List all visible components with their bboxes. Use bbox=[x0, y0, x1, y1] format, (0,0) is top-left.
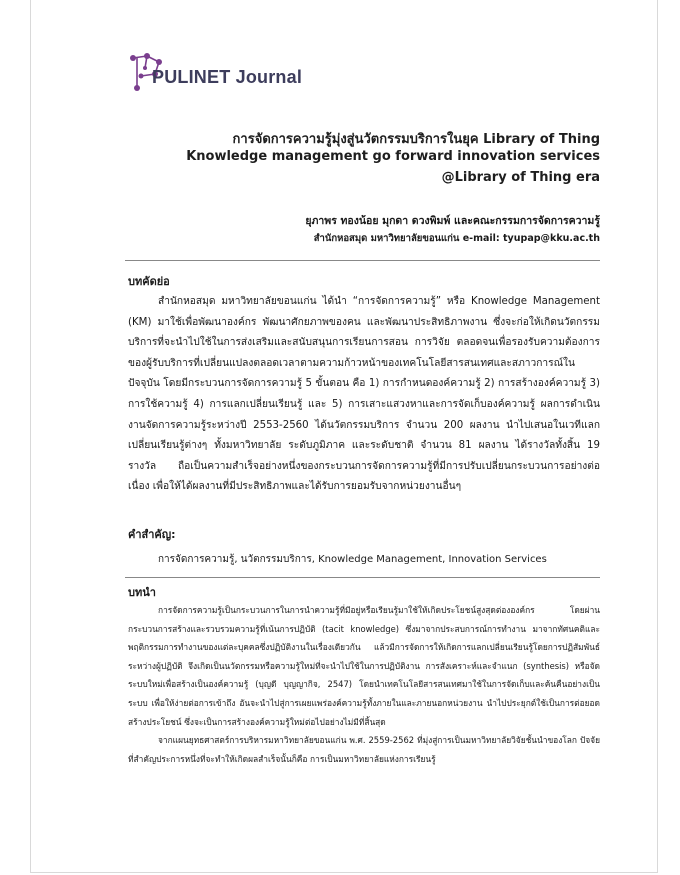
title-english-line2: @Library of Thing era bbox=[441, 170, 600, 185]
introduction-paragraph: การจัดการความรู้เป็นกระบวนการในการนำความรู้ที่มีอยู่หรือเรียนรู้มาใช้ให้เกิดประโยชน์สูงสุดต่ององค์กร โดยผ่านกระบวนการสร้างและรวบรวมความรู้ที่เน้นการปฏิบัติ (tacit knowledge) ซึ่งมาจากประสบการณ์การทำงาน มาจากทัศนคติและพฤติกรรมการทำงานของแต่ละบุคคลซึ่งปฏิบัติงานในเรื่องเดียวกัน แล้วมีการจัดการให้เกิดการแลกเปลี่ยนเรียนรู้โดยการปฏิสัมพันธ์ระหว่างผู้ปฏิบัติ จึงเกิดเป็นนวัตกรรมหรือความรู้ใหม่ที่จะนำไปใช้ในการปฏิบัติงาน การสังเคราะห์และจำแนก (synthesis) หรือจัดระบบใหม่เพื่อสร้างเป็นองค์ความรู้ (บุญดี บุญญากิจ, 2547) โดยนำเทคโนโลยีสารสนเทศมาใช้ในการจัดเก็บและค้นคืนอย่างเป็นระบบ เพื่อให้ง่ายต่อการเข้าถึง อันจะนำไปสู่การเผยแพร่องค์ความรู้ทั้งภายในและภายนอกหน่วยงาน นำไปประยุกต์ใช้เป็นการต่อยอดสร้างประโยชน์ ซึ่งจะเป็นการสร้างองค์ความรู้ใหม่ต่อไปอย่างไม่มีที่สิ้นสุด bbox=[128, 605, 600, 727]
introduction-body bbox=[128, 601, 600, 768]
introduction-heading: บทนำ bbox=[128, 586, 156, 599]
introduction-paragraph: จากแผนยุทธศาสตร์การบริหารมหาวิทยาลัยขอนแก่น พ.ศ. 2559-2562 ที่มุ่งสู่การเป็นมหาวิทยาลัยวิจัยชั้นนำของโลก ปัจจัยที่สำคัญประการหนึ่งที่จะทำให้เกิดผลสำเร็จนั้นก็คือ การเป็นมหาวิทยาลัยแห่งการเรียนรู้ bbox=[128, 735, 600, 764]
authors: ยุภาพร ทองน้อย มุกดา ดวงพิมพ์ และคณะกรรมการจัดการความรู้ bbox=[305, 215, 600, 227]
title-thai: การจัดการความรู้มุ่งสู่นวัตกรรมบริการในยุค Library of Thing bbox=[232, 132, 600, 147]
affiliation: สำนักหอสมุด มหาวิทยาลัยขอนแก่น e-mail: tyupap@kku.ac.th bbox=[313, 233, 600, 244]
divider bbox=[125, 577, 600, 578]
keywords-heading: คำสำคัญ: bbox=[128, 528, 176, 541]
journal-name: PULINET Journal bbox=[152, 67, 303, 87]
abstract-body: สำนักหอสมุด มหาวิทยาลัยขอนแก่น ได้นำ “การจัดการความรู้” หรือ Knowledge Management (KM) มาใช้เพื่อพัฒนาองค์กร พัฒนาศักยภาพของคน และพัฒนาประสิทธิภาพงาน ซึ่งจะก่อให้เกิดนวัตกรรมบริการที่จะนำไปใช้ในการส่งเสริมและสนับสนุนการเรียนการสอน การวิจัย ตลอดจนเพื่อรองรับความต้องการของผู้รับบริการที่เปลี่ยนแปลงตลอดเวลาตามความก้าวหน้าของเทคโนโลยีสารสนเทศและสภาวการณ์ในปัจจุบัน โดยมีกระบวนการจัดการความรู้ 5 ขั้นตอน คือ 1) การกำหนดองค์ความรู้ 2) การสร้างองค์ความรู้ 3) การใช้ความรู้ 4) การแลกเปลี่ยนเรียนรู้ และ 5) การเสาะแสวงหาและการจัดเก็บองค์ความรู้ ผลการดำเนินงานจัดการความรู้ระหว่างปี 2553-2560 ได้นวัตกรรมบริการ จำนวน 200 ผลงาน นำไปเสนอในเวทีแลกเปลี่ยนเรียนรู้ต่างๆ ทั้งมหาวิทยาลัย ระดับภูมิภาค และระดับชาติ จำนวน 81 ผลงาน ได้รางวัลทั้งสิ้น 19 รางวัล ถือเป็นความสำเร็จอย่างหนึ่งของกระบวนการจัดการความรู้ที่มีการปรับเปลี่ยนกระบวนการอย่างต่อเนื่อง เพื่อให้ได้ผลงานที่มีประสิทธิภาพและได้รับการยอมรับจากหน่วยงานอื่นๆ bbox=[128, 296, 600, 493]
divider bbox=[125, 260, 600, 261]
title-english: Knowledge management go forward innovation services bbox=[186, 149, 600, 164]
keywords-body: การจัดการความรู้, นวัตกรรมบริการ, Knowledge Management, Innovation Services bbox=[158, 554, 547, 565]
abstract-heading: บทคัดย่อ bbox=[128, 275, 170, 288]
